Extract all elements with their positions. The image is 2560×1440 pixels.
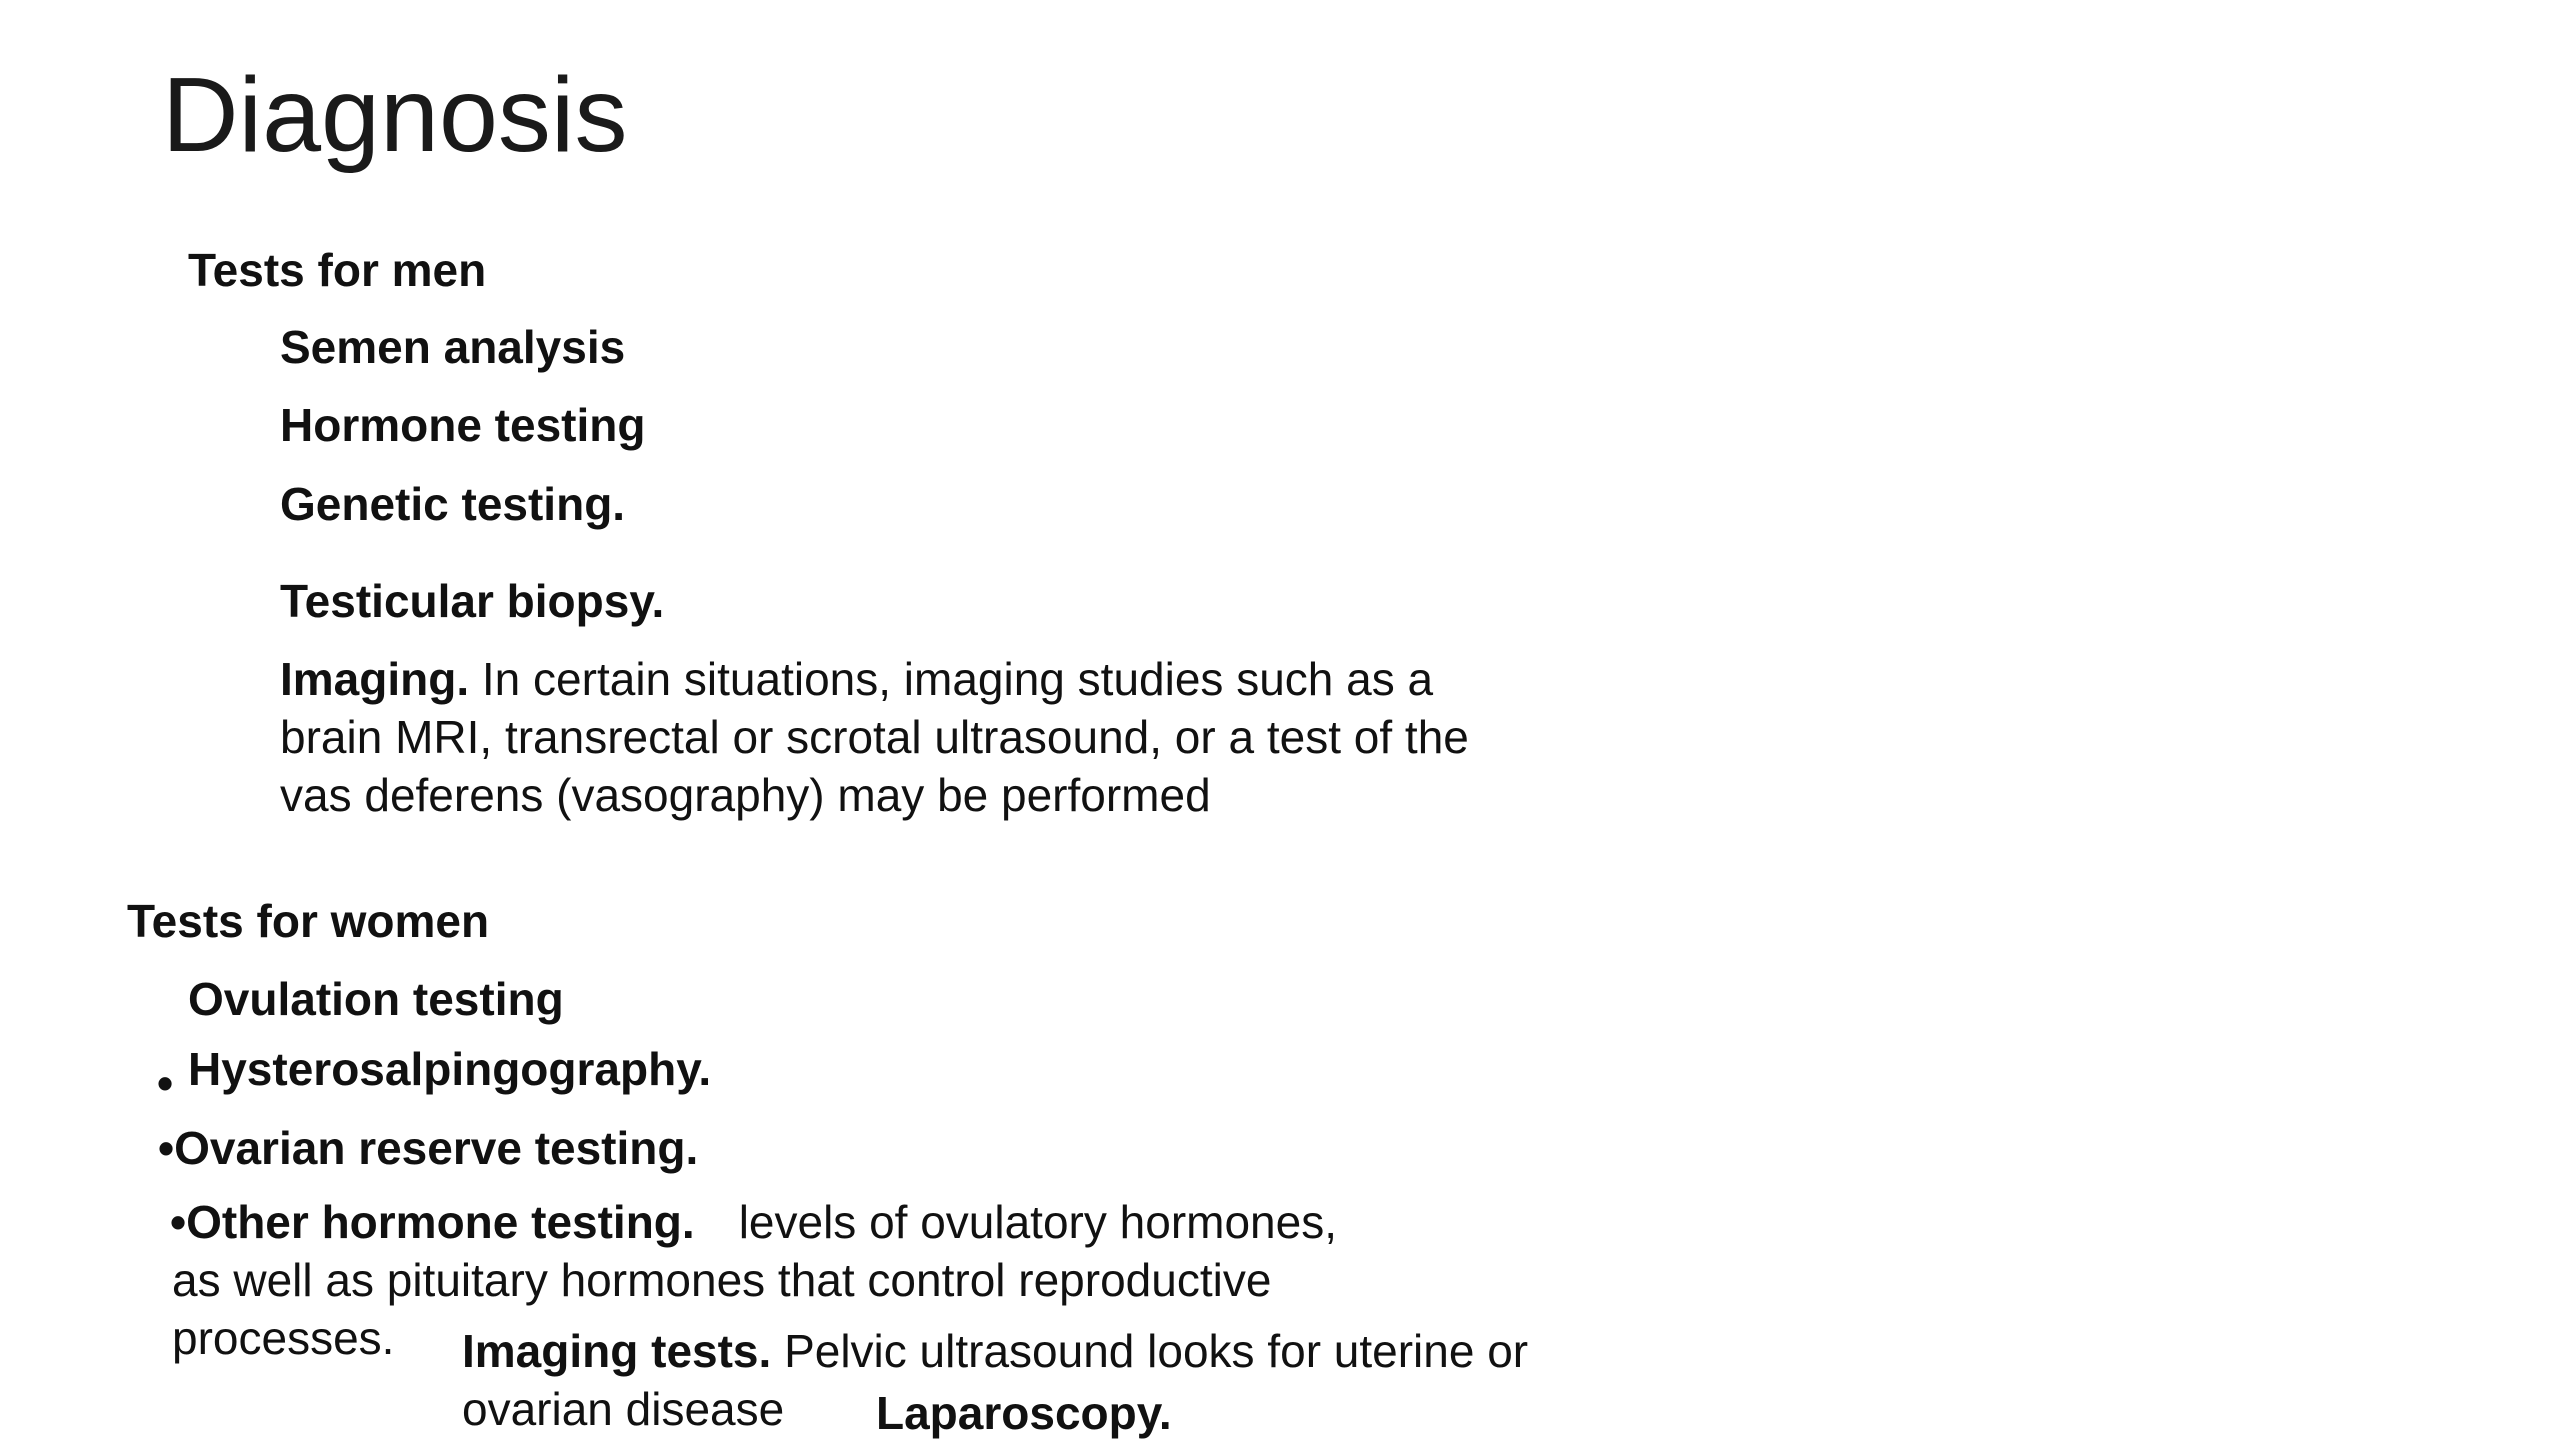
women-other-hormone-text3: processes. (172, 1312, 395, 1364)
men-item-semen-analysis: Semen analysis (280, 321, 626, 373)
women-other-hormone-label: •Other hormone testing. (170, 1196, 695, 1248)
bullet-icon: • (157, 1057, 174, 1109)
women-imaging-text1: Pelvic ultrasound looks for uterine or (771, 1325, 1529, 1377)
women-item-ovulation-testing: Ovulation testing (188, 973, 564, 1025)
women-imaging-text2: ovarian disease (462, 1383, 785, 1435)
women-other-hormone-text1: levels of ovulatory hormones, (738, 1196, 1337, 1248)
men-imaging-line3: vas deferens (vasography) may be performed (280, 769, 1211, 821)
men-item-testicular-biopsy: Testicular biopsy. (280, 575, 665, 627)
women-other-hormone-line1 (170, 1193, 1337, 1251)
men-imaging-line2: brain MRI, transrectal or scrotal ultrasound, or a test of the (280, 711, 1469, 763)
men-item-genetic-testing: Genetic testing. (280, 478, 626, 530)
women-imaging-line1 (462, 1322, 1528, 1380)
men-heading: Tests for men (188, 244, 487, 296)
women-other-hormone-text2: as well as pituitary hormones that control reproductive (172, 1254, 1272, 1306)
women-item-ovarian-reserve: •Ovarian reserve testing. (158, 1122, 699, 1174)
page-title: Diagnosis (162, 56, 628, 174)
men-imaging-paragraph (280, 650, 1620, 824)
women-heading: Tests for women (127, 895, 490, 947)
women-item-hysterosalpingography: Hysterosalpingography. (188, 1043, 712, 1095)
women-item-laparoscopy: Laparoscopy. (876, 1387, 1172, 1439)
men-imaging-line1: In certain situations, imaging studies such as a (469, 653, 1434, 705)
women-imaging-label: Imaging tests. (462, 1325, 772, 1377)
men-item-hormone-testing: Hormone testing (280, 399, 646, 451)
men-imaging-label: Imaging. (280, 653, 470, 705)
